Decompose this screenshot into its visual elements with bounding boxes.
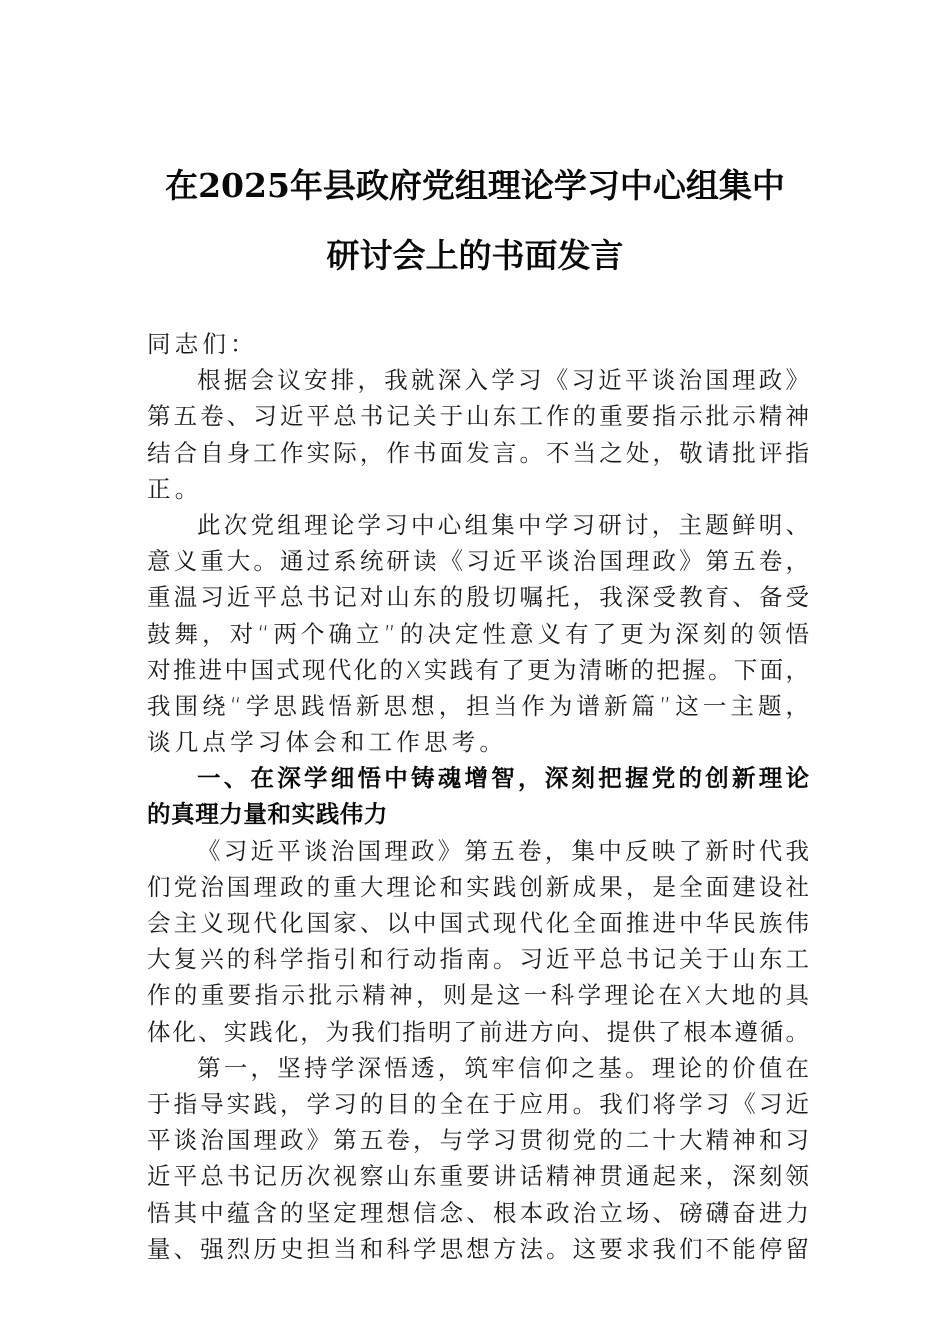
paragraph-line: 《习近平谈治国理政》第五卷，集中反映了新时代我 — [197, 836, 809, 865]
paragraph-section-1-intro — [147, 833, 809, 1050]
paragraph-line: 量、强烈历史担当和科学思想方法。这要求我们不能停留 — [147, 1234, 809, 1263]
paragraph-line: 此次党组理论学习中心组集中学习研讨，主题鲜明、 — [197, 510, 809, 539]
paragraph-line: 们党治国理政的重大理论和实践创新成果，是全面建设社 — [147, 872, 809, 901]
paragraph-line: 体化、实践化，为我们指明了前进方向、提供了根本遵循。 — [147, 1017, 809, 1046]
paragraph-line: 悟其中蕴含的坚定理想信念、根本政治立场、磅礴奋进力 — [147, 1198, 809, 1227]
paragraph-line: 根据会议安排，我就深入学习《习近平谈治国理政》 — [197, 366, 809, 395]
paragraph-line: 作的重要指示批示精神，则是这一科学理论在X大地的具 — [147, 981, 809, 1010]
paragraph-line: 平谈治国理政》第五卷，与学习贯彻党的二十大精神和习 — [147, 1126, 809, 1155]
section-heading-1 — [147, 760, 809, 832]
document-body — [147, 326, 809, 1267]
document-title-line-1: 在2025年县政府党组理论学习中心组集中 — [165, 166, 785, 205]
paragraph-intro — [147, 362, 809, 507]
heading-line: 一、在深学细悟中铸魂增智，深刻把握党的创新理论 — [197, 764, 809, 793]
paragraph-line: 对推进中国式现代化的X实践有了更为清晰的把握。下面， — [147, 655, 809, 684]
document-title-line-2: 研讨会上的书面发言 — [326, 236, 624, 275]
paragraph-point-1 — [147, 1050, 809, 1267]
paragraph-line: 第一，坚持学深悟透，筑牢信仰之基。理论的价值在 — [197, 1053, 809, 1082]
paragraph-context — [147, 507, 809, 760]
paragraph-line: 鼓舞，对“两个确立”的决定性意义有了更为深刻的领悟 — [147, 619, 809, 648]
paragraph-line: 近平总书记历次视察山东重要讲话精神贯通起来，深刻领 — [147, 1162, 809, 1191]
paragraph-line: 第五卷、习近平总书记关于山东工作的重要指示批示精神 — [147, 402, 809, 431]
paragraph-line: 意义重大。通过系统研读《习近平谈治国理政》第五卷， — [147, 547, 809, 576]
paragraph-line: 我围绕“学思践悟新思想，担当作为谱新篇”这一主题， — [147, 691, 809, 720]
paragraph-line: 会主义现代化国家、以中国式现代化全面推进中华民族伟 — [147, 909, 809, 937]
paragraph-line: 正。 — [147, 474, 203, 503]
salutation: 同志们： — [147, 330, 258, 358]
heading-line: 的真理力量和实践伟力 — [147, 800, 388, 829]
paragraph-line: 重温习近平总书记对山东的殷切嘱托，我深受教育、备受 — [147, 583, 809, 612]
paragraph-line: 结合自身工作实际，作书面发言。不当之处，敬请批评指 — [147, 438, 809, 467]
paragraph-line: 谈几点学习体会和工作思考。 — [147, 728, 508, 757]
paragraph-line: 于指导实践，学习的目的全在于应用。我们将学习《习近 — [147, 1089, 809, 1118]
paragraph-line: 大复兴的科学指引和行动指南。习近平总书记关于山东工 — [147, 945, 809, 974]
